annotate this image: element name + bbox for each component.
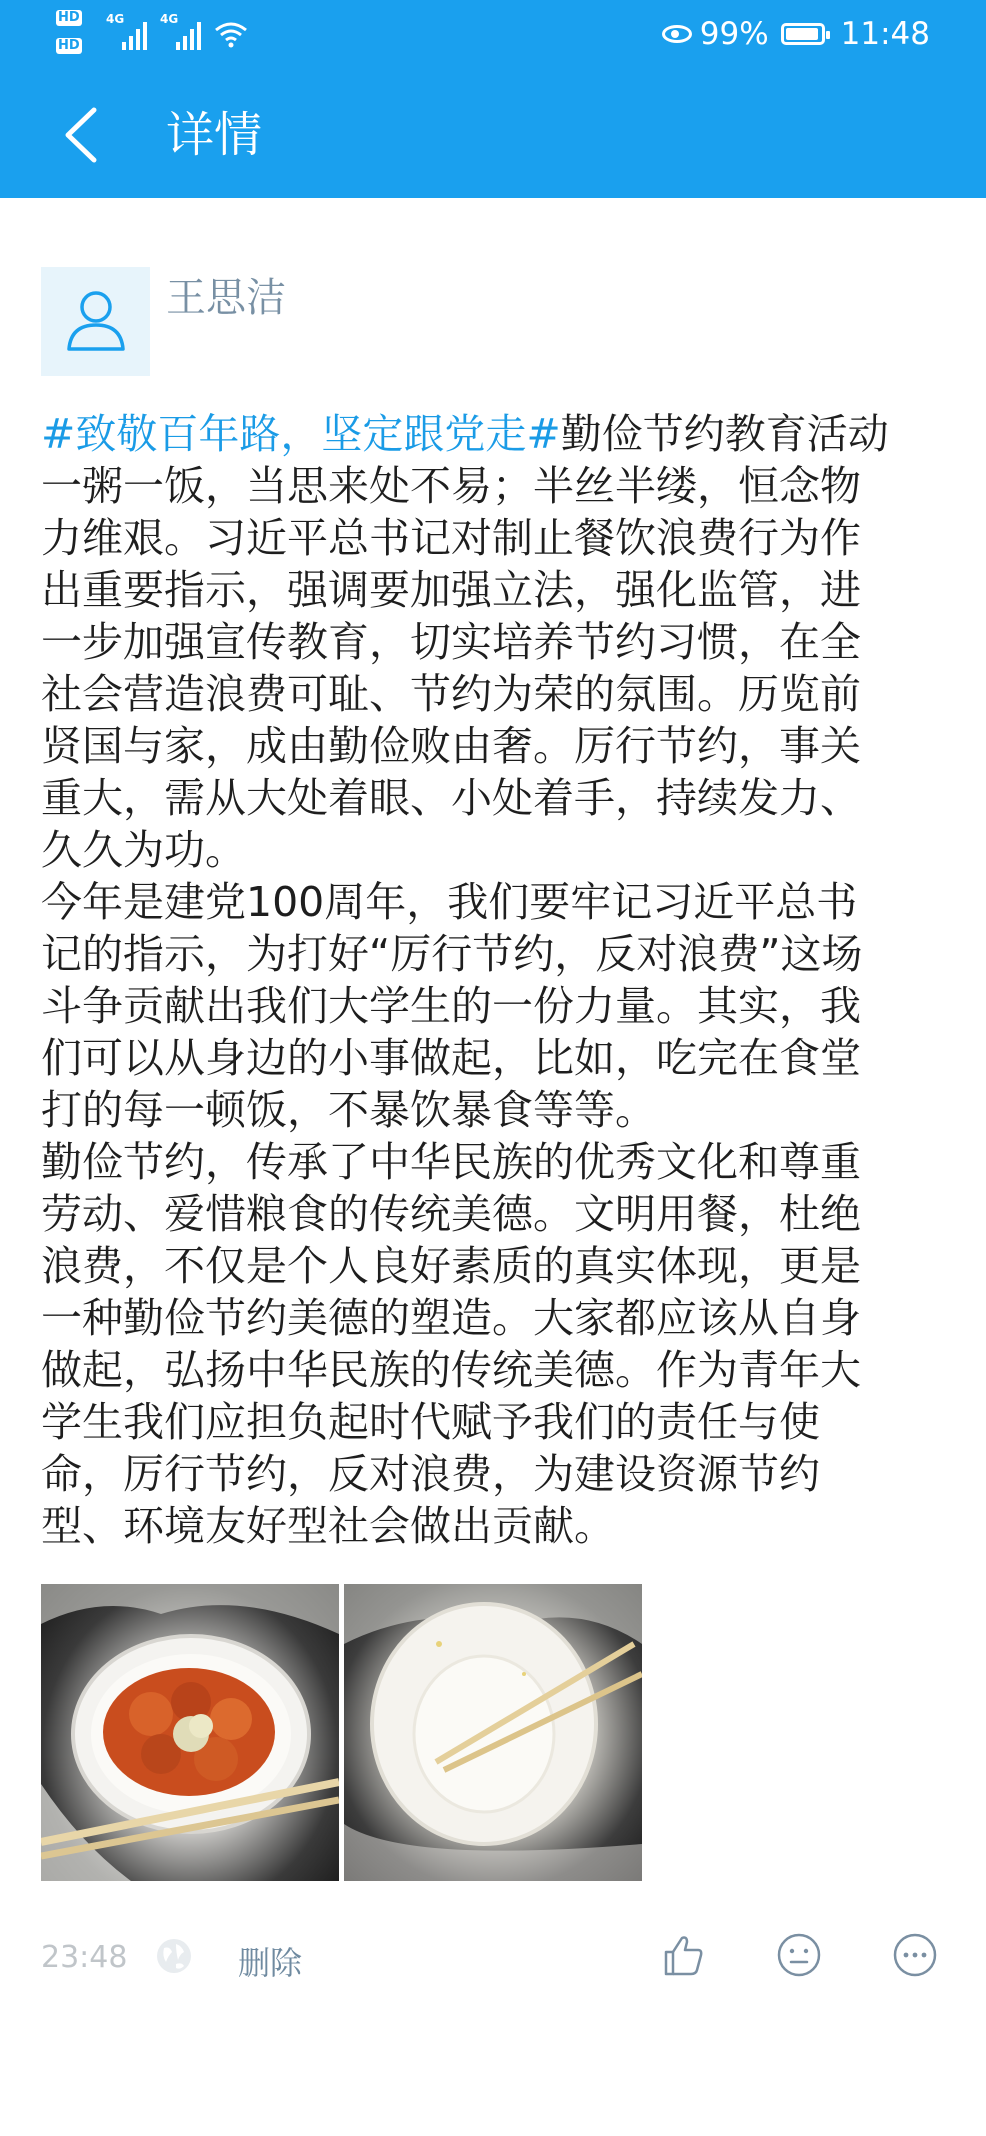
hd-badge-1: HD <box>58 10 80 25</box>
post-line-1 <box>41 408 981 460</box>
empty-bowl-photo[interactable] <box>344 1584 642 1881</box>
battery-icon <box>781 23 825 45</box>
post-line: 浪费，不仅是个人良好素质的真实体现，更是 <box>41 1242 861 1290</box>
eye-comfort-icon <box>662 25 692 43</box>
post-line: 劳动、爱惜粮食的传统美德。文明用餐，杜绝 <box>41 1190 861 1238</box>
emoji-icon[interactable] <box>776 1932 822 1978</box>
signal-icon <box>122 18 150 52</box>
hashtag-link[interactable]: #致敬百年路，坚定跟党走# <box>41 410 561 458</box>
post-line: 重大，需从大处着眼、小处着手，持续发力、 <box>41 774 861 822</box>
post-time: 23:48 <box>41 1940 128 1975</box>
like-icon[interactable] <box>660 1932 706 1978</box>
network-type-2: 4G <box>160 12 179 26</box>
post-line-1-text: 勤俭节约教育活动 <box>560 410 889 458</box>
post-line: 记的指示，为打好“厉行节约，反对浪费”这场 <box>41 930 863 978</box>
hd-badge-2: HD <box>58 38 80 53</box>
post-line: 一步加强宣传教育，切实培养节约习惯，在全 <box>41 618 861 666</box>
app-header <box>0 0 986 198</box>
post-line: 勤俭节约，传承了中华民族的优秀文化和尊重 <box>41 1138 861 1186</box>
status-bar <box>0 0 986 66</box>
post-line: 学生我们应担负起时代赋予我们的责任与使 <box>41 1398 820 1446</box>
signal-icon-2 <box>176 18 204 52</box>
post-line: 出重要指示，强调要加强立法，强化监管，进 <box>41 566 861 614</box>
post-line: 打的每一顿饭，不暴饮暴食等等。 <box>41 1086 656 1134</box>
battery-percent: 99% <box>699 16 769 52</box>
post-line: 社会营造浪费可耻、节约为荣的氛围。历览前 <box>41 670 861 718</box>
delete-button[interactable]: 删除 <box>238 1944 303 1982</box>
post-line: 斗争贡献出我们大学生的一份力量。其实，我 <box>41 982 861 1030</box>
post-line: 型、环境友好型社会做出贡献。 <box>41 1502 615 1550</box>
author-name[interactable]: 王思洁 <box>166 275 286 321</box>
post-line: 们可以从身边的小事做起，比如，吃完在食堂 <box>41 1034 861 1082</box>
post-line: 久久为功。 <box>41 826 246 874</box>
wifi-icon <box>214 20 248 48</box>
post-line: 一种勤俭节约美德的塑造。大家都应该从自身 <box>41 1294 861 1342</box>
post-content <box>41 408 981 1552</box>
globe-icon <box>156 1938 192 1974</box>
user-icon <box>65 287 127 353</box>
post-line: 贤国与家，成由勤俭败由奢。厉行节约，事关 <box>41 722 861 770</box>
post-line: 命，厉行节约，反对浪费，为建设资源节约 <box>41 1450 820 1498</box>
page-title: 详情 <box>166 107 263 163</box>
status-right <box>662 14 930 54</box>
network-type-1: 4G <box>106 12 125 26</box>
post-line: 力维艰。习近平总书记对制止餐饮浪费行为作 <box>41 514 861 562</box>
avatar[interactable] <box>41 267 150 376</box>
post-line: 一粥一饭，当思来处不易；半丝半缕，恒念物 <box>41 462 861 510</box>
post-line: 做起，弘扬中华民族的传统美德。作为青年大 <box>41 1346 861 1394</box>
food-bowl-photo[interactable] <box>41 1584 339 1881</box>
signal-indicators <box>56 8 296 60</box>
chevron-left-icon[interactable] <box>58 104 106 166</box>
status-time: 11:48 <box>840 16 930 52</box>
post-line: 今年是建党100周年，我们要牢记习近平总书 <box>41 878 858 926</box>
post-footer <box>0 1930 986 1994</box>
more-icon[interactable] <box>892 1932 938 1978</box>
